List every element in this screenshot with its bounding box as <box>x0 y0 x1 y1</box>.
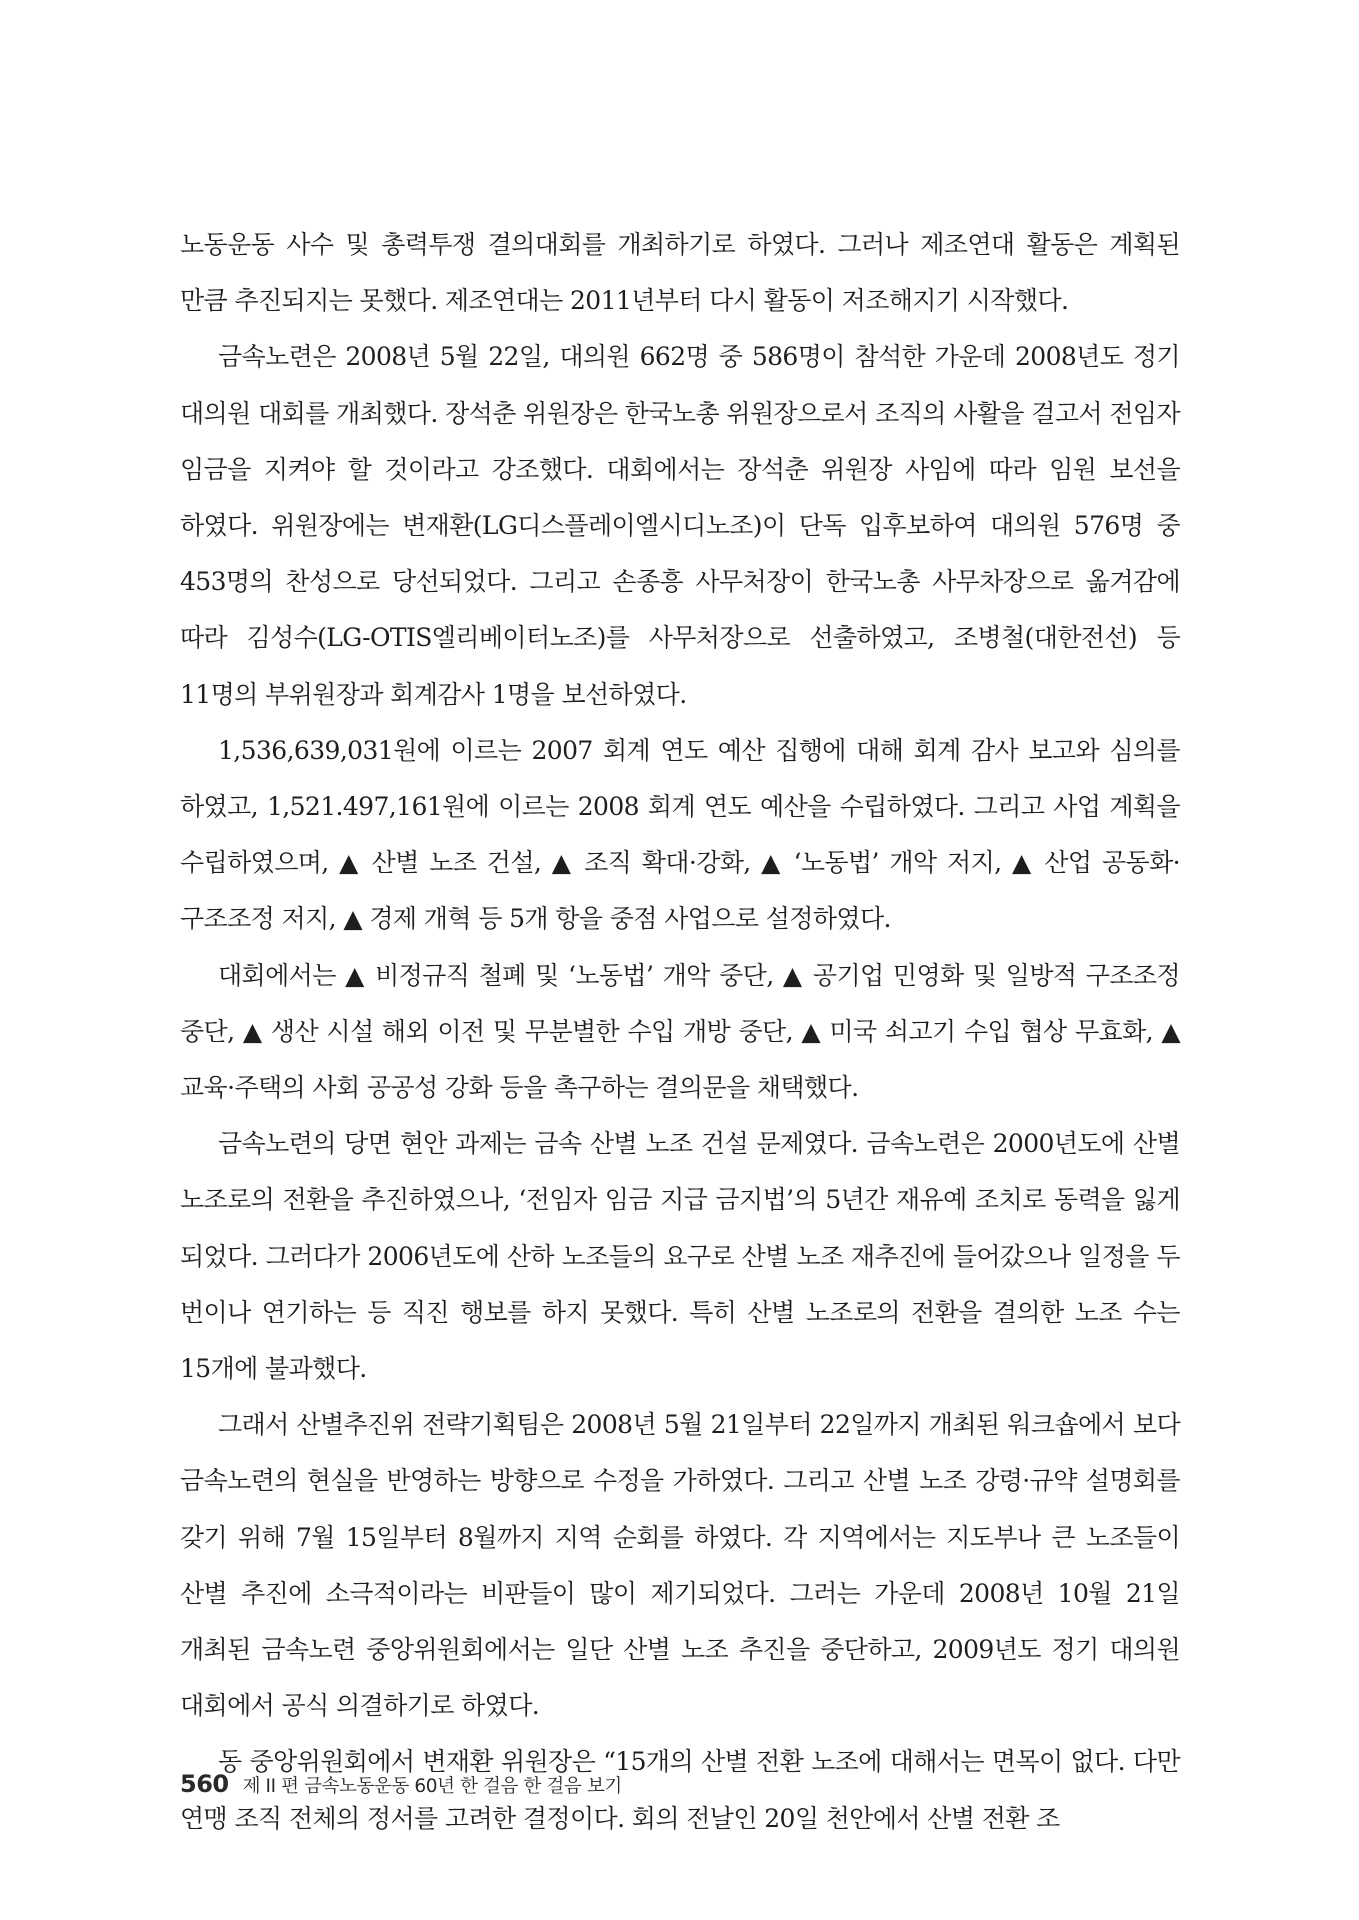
paragraph-industrial-union: 금속노련의 당면 현안 과제는 금속 산별 노조 건설 문제였다. 금속노련은 2000년도에 산별 노조로의 전환을 추진하였으나, ‘전임자 임금 지급 금지법’의 5년간 재유예 조치로 동력을 잃게 되었다. 그러다가 2006년도에 산하 노조들의 요구로 산별 노조 재추진에 들어갔으나 일정을 두 번이나 연기하는 등 직진 행보를 하지 못했다. 특히 산별 노조로의 전환을 결의한 노조 수는 15개에 불과했다. <box>180 1129 1180 1384</box>
paragraph-convention: 금속노련은 2008년 5월 22일, 대의원 662명 중 586명이 참석한 가운데 2008년도 정기 대의원 대회를 개최했다. 장석춘 위원장은 한국노총 위원장으로서 조직의 사활을 걸고서 전임자 임금을 지켜야 할 것이라고 강조했다. 대회에서는 장석춘 위원장 사임에 따라 임원 보선을 하였다. 위원장에는 변재환(LG디스플레이엘시디노조)이 단독 입후보하여 대의원 576명 중 453명의 찬성으로 당선되었다. 그리고 손종흥 사무처장이 한국노총 사무차장으로 옮겨감에 따라 김성수(LG-OTIS엘리베이터노조)를 사무처장으로 선출하였고, 조병철(대한전선) 등 11명의 부위원장과 회계감사 1명을 보선하였다. <box>180 342 1180 709</box>
paragraph-strategy-team: 그래서 산별추진위 전략기획팀은 2008년 5월 21일부터 22일까지 개최된 워크숍에서 보다 금속노련의 현실을 반영하는 방향으로 수정을 가하였다. 그리고 산별 노조 강령·규약 설명회를 갖기 위해 7월 15일부터 8월까지 지역 순회를 하였다. 각 지역에서는 지도부나 큰 노조들이 산별 추진에 소극적이라는 비판들이 많이 제기되었다. 그러는 가운데 2008년 10월 21일 개최된 금속노련 중앙위원회에서는 일단 산별 노조 추진을 중단하고, 2009년도 정기 대의원 대회에서 공식 의결하기로 하였다. <box>180 1410 1180 1721</box>
page-footer <box>180 1770 622 1810</box>
paragraph-resolution: 대회에서는 ▲ 비정규직 철폐 및 ‘노동법’ 개악 중단, ▲ 공기업 민영화 및 일방적 구조조정 중단, ▲ 생산 시설 해외 이전 및 무분별한 수입 개방 중단, ▲ 미국 쇠고기 수입 협상 무효화, ▲ 교육·주택의 사회 공공성 강화 등을 촉구하는 결의문을 채택했다. <box>180 960 1180 1103</box>
paragraph-central-committee: 동 중앙위원회에서 변재환 위원장은 “15개의 산별 전환 노조에 대해서는 면목이 없다. 다만 연맹 조직 전체의 정서를 고려한 결정이다. 회의 전날인 20일 천안에서 산별 전환 조 <box>180 1747 1180 1833</box>
body-text <box>180 217 1180 1847</box>
paragraph-continuation: 노동운동 사수 및 총력투쟁 결의대회를 개최하기로 하였다. 그러나 제조연대 활동은 계획된 만큼 추진되지는 못했다. 제조연대는 2011년부터 다시 활동이 저조해지기 시작했다. <box>180 230 1180 316</box>
page-number: 560 <box>180 1770 229 1798</box>
paragraph-budget: 1,536,639,031원에 이르는 2007 회계 연도 예산 집행에 대해 회계 감사 보고와 심의를 하였고, 1,521.497,161원에 이르는 2008 회계 연도 예산을 수립하였다. 그리고 사업 계획을 수립하였으며, ▲ 산별 노조 건설, ▲ 조직 확대·강화, ▲ ‘노동법’ 개악 저지, ▲ 산업 공동화·구조조정 저지, ▲ 경제 개혁 등 5개 항을 중점 사업으로 설정하였다. <box>180 735 1180 934</box>
running-head: 제 II 편 금속노동운동 60년 한 걸음 한 걸음 보기 <box>242 1776 622 1797</box>
